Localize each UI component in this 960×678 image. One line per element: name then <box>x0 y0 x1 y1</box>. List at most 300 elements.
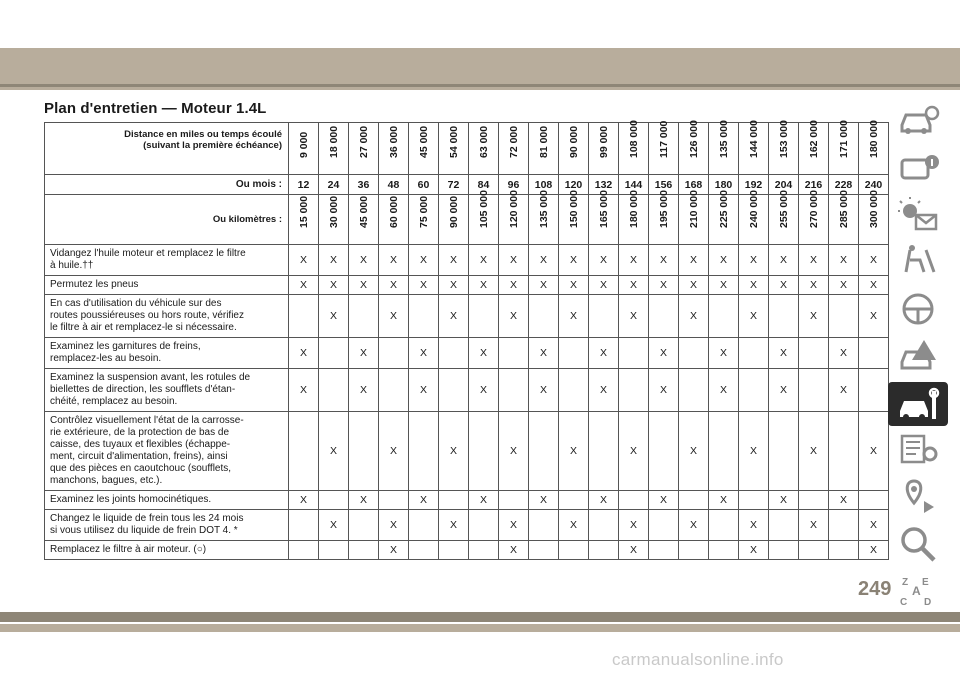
interval-mark: X <box>439 510 469 541</box>
km-value: 180 000 <box>627 190 640 228</box>
interval-mark <box>469 295 499 338</box>
interval-mark: X <box>529 245 559 276</box>
miles-cell <box>799 120 829 175</box>
miles-value: 153 000 <box>777 120 790 158</box>
interval-mark: X <box>799 295 829 338</box>
km-value: 15 000 <box>297 195 310 228</box>
interval-mark: X <box>679 412 709 491</box>
miles-cell <box>589 123 619 175</box>
interval-mark: X <box>439 276 469 295</box>
interval-mark: X <box>619 541 649 560</box>
interval-mark: X <box>559 295 589 338</box>
interval-mark: X <box>769 245 799 276</box>
interval-mark: X <box>739 510 769 541</box>
task-line: caisse, des tuyaux et flexibles (échappe- <box>50 439 231 450</box>
distance-label-line-2: (suivant la première échéance) <box>143 140 282 151</box>
interval-mark <box>739 338 769 369</box>
km-cell <box>709 190 739 245</box>
miles-value: 135 000 <box>717 120 730 158</box>
miles-cell <box>559 123 589 175</box>
interval-mark <box>439 491 469 510</box>
months-value: 204 <box>769 175 799 195</box>
miles-cell <box>289 123 319 175</box>
interval-mark: X <box>589 245 619 276</box>
chapter-tab[interactable] <box>890 335 946 375</box>
km-cell <box>559 190 589 245</box>
months-value: 108 <box>529 175 559 195</box>
interval-mark: X <box>679 245 709 276</box>
interval-mark: X <box>619 276 649 295</box>
months-row <box>45 175 889 195</box>
miles-value: 81 000 <box>537 125 550 158</box>
task-line: si vous utilisez du liquide de frein DOT 4. * <box>50 525 238 536</box>
car-wrench-icon <box>896 385 940 423</box>
km-cell <box>859 190 889 245</box>
miles-cell <box>619 120 649 175</box>
steering-wheel-icon <box>896 289 940 327</box>
interval-mark <box>829 510 859 541</box>
interval-mark: X <box>739 541 769 560</box>
miles-cell <box>739 120 769 175</box>
interval-mark <box>349 541 379 560</box>
interval-mark <box>649 412 679 491</box>
interval-mark: X <box>499 276 529 295</box>
interval-mark <box>499 491 529 510</box>
interval-mark: X <box>619 295 649 338</box>
task-line: Examinez la suspension avant, les rotules de <box>50 372 251 383</box>
interval-mark: X <box>379 541 409 560</box>
km-cell <box>739 190 769 245</box>
interval-mark <box>469 541 499 560</box>
interval-mark: X <box>289 491 319 510</box>
interval-mark: X <box>649 276 679 295</box>
miles-cell <box>769 120 799 175</box>
task-description <box>45 412 289 491</box>
interval-mark: X <box>829 369 859 412</box>
car-info-icon <box>896 101 940 139</box>
interval-mark: X <box>709 276 739 295</box>
interval-mark <box>319 491 349 510</box>
chapter-tab[interactable] <box>890 570 946 610</box>
interval-mark: X <box>859 245 889 276</box>
miles-cell <box>469 123 499 175</box>
interval-mark <box>409 510 439 541</box>
task-description <box>45 295 289 338</box>
top-rule <box>0 84 960 87</box>
interval-mark: X <box>649 369 679 412</box>
miles-cell <box>319 123 349 175</box>
interval-mark: X <box>409 338 439 369</box>
page-number: 249 <box>858 578 892 600</box>
interval-mark: X <box>529 369 559 412</box>
interval-mark <box>289 510 319 541</box>
km-value: 285 000 <box>837 190 850 228</box>
interval-mark: X <box>379 510 409 541</box>
interval-mark: X <box>769 491 799 510</box>
interval-mark <box>349 295 379 338</box>
interval-mark: X <box>439 245 469 276</box>
km-value: 165 000 <box>597 190 610 228</box>
interval-mark <box>769 541 799 560</box>
interval-mark <box>739 491 769 510</box>
months-value: 120 <box>559 175 589 195</box>
interval-mark: X <box>739 245 769 276</box>
miles-value: 90 000 <box>567 125 580 158</box>
interval-mark: X <box>379 245 409 276</box>
km-cell <box>439 195 469 245</box>
months-value: 48 <box>379 175 409 195</box>
km-value: 75 000 <box>417 195 430 228</box>
interval-mark <box>619 491 649 510</box>
months-value: 36 <box>349 175 379 195</box>
interval-mark <box>529 541 559 560</box>
interval-mark: X <box>499 245 529 276</box>
miles-value: 126 000 <box>687 120 700 158</box>
interval-mark: X <box>799 276 829 295</box>
miles-value: 162 000 <box>807 120 820 158</box>
svg-text:C: C <box>900 597 908 608</box>
interval-mark <box>649 295 679 338</box>
map-media-icon <box>896 477 940 515</box>
interval-mark <box>799 491 829 510</box>
interval-mark <box>559 491 589 510</box>
chapter-tab[interactable] <box>890 476 946 516</box>
distance-label <box>45 123 289 175</box>
interval-mark <box>799 369 829 412</box>
interval-mark <box>589 510 619 541</box>
interval-mark <box>769 412 799 491</box>
interval-mark: X <box>349 338 379 369</box>
task-row <box>45 510 889 541</box>
watermark: carmanualsonline.info <box>612 650 784 669</box>
months-value: 144 <box>619 175 649 195</box>
interval-mark: X <box>769 276 799 295</box>
interval-mark <box>859 369 889 412</box>
interval-mark <box>349 412 379 491</box>
task-line: Permutez les pneus <box>50 279 139 290</box>
interval-mark: X <box>439 295 469 338</box>
interval-mark: X <box>319 276 349 295</box>
miles-cell <box>529 123 559 175</box>
interval-mark: X <box>379 295 409 338</box>
miles-cell <box>859 120 889 175</box>
interval-mark: X <box>289 338 319 369</box>
miles-value: 54 000 <box>447 125 460 158</box>
interval-mark: X <box>349 276 379 295</box>
interval-mark: X <box>859 510 889 541</box>
interval-mark <box>469 510 499 541</box>
interval-mark <box>829 295 859 338</box>
chapter-tab[interactable] <box>890 523 946 563</box>
interval-mark: X <box>469 276 499 295</box>
interval-mark: X <box>409 245 439 276</box>
km-cell <box>379 195 409 245</box>
svg-text:D: D <box>924 597 932 608</box>
interval-mark: X <box>469 245 499 276</box>
task-description <box>45 245 289 276</box>
interval-mark <box>409 412 439 491</box>
interval-mark: X <box>289 369 319 412</box>
interval-mark: X <box>499 412 529 491</box>
task-line: Contrôlez visuellement l'état de la carrosse- <box>50 415 244 426</box>
svg-text:Z: Z <box>902 577 909 588</box>
interval-mark: X <box>739 276 769 295</box>
settings-list-icon <box>896 430 940 468</box>
interval-mark <box>319 338 349 369</box>
interval-mark: X <box>289 276 319 295</box>
months-value: 168 <box>679 175 709 195</box>
chapter-tab[interactable] <box>890 100 946 140</box>
km-cell <box>469 190 499 245</box>
miles-value: 27 000 <box>357 125 370 158</box>
task-line: Changez le liquide de frein tous les 24 mois <box>50 513 244 524</box>
interval-mark <box>709 412 739 491</box>
interval-mark: X <box>709 245 739 276</box>
miles-value: 171 000 <box>837 120 850 158</box>
interval-mark: X <box>739 412 769 491</box>
miles-row <box>45 123 889 175</box>
interval-mark <box>619 338 649 369</box>
interval-mark <box>499 369 529 412</box>
interval-mark: X <box>649 491 679 510</box>
interval-mark: X <box>559 510 589 541</box>
interval-mark: X <box>289 245 319 276</box>
interval-mark: X <box>709 491 739 510</box>
interval-mark <box>679 491 709 510</box>
interval-mark <box>559 541 589 560</box>
km-cell <box>769 190 799 245</box>
interval-mark: X <box>829 245 859 276</box>
interval-mark <box>319 541 349 560</box>
interval-mark: X <box>799 510 829 541</box>
task-line: manchons, bagues, etc.). <box>50 475 163 486</box>
km-value: 300 000 <box>867 190 880 228</box>
chapter-tab[interactable] <box>890 241 946 281</box>
km-cell <box>289 195 319 245</box>
interval-mark <box>499 338 529 369</box>
task-line: rie extérieure, de la protection de bas de <box>50 427 229 438</box>
interval-mark <box>289 541 319 560</box>
bottom-band <box>0 612 960 622</box>
interval-mark <box>469 412 499 491</box>
interval-mark <box>319 369 349 412</box>
km-cell <box>349 195 379 245</box>
interval-mark: X <box>739 295 769 338</box>
task-line: que des pièces en caoutchouc (soufflets, <box>50 463 232 474</box>
miles-cell <box>679 120 709 175</box>
chapter-tab[interactable] <box>890 429 946 469</box>
chapter-tab[interactable] <box>890 194 946 234</box>
km-row <box>45 195 889 245</box>
chapter-tab[interactable] <box>890 147 946 187</box>
miles-cell <box>499 123 529 175</box>
task-row <box>45 245 889 276</box>
interval-mark <box>769 295 799 338</box>
km-cell <box>649 190 679 245</box>
interval-mark: X <box>649 338 679 369</box>
interval-mark <box>739 369 769 412</box>
interval-mark: X <box>829 276 859 295</box>
interval-mark: X <box>499 295 529 338</box>
interval-mark: X <box>319 245 349 276</box>
miles-cell <box>409 123 439 175</box>
km-value: 255 000 <box>777 190 790 228</box>
warning-info-icon <box>896 148 940 186</box>
task-line: Remplacez le filtre à air moteur. (○) <box>50 544 207 555</box>
interval-mark <box>529 295 559 338</box>
months-label: Ou mois : <box>45 175 289 195</box>
months-value: 12 <box>289 175 319 195</box>
seat-airbag-icon <box>896 242 940 280</box>
interval-mark: X <box>619 412 649 491</box>
interval-mark: X <box>559 276 589 295</box>
interval-mark: X <box>529 338 559 369</box>
miles-cell <box>349 123 379 175</box>
task-line: Vidangez l'huile moteur et remplacez le filtre <box>50 248 246 259</box>
interval-mark <box>529 412 559 491</box>
km-value: 240 000 <box>747 190 760 228</box>
interval-mark: X <box>349 245 379 276</box>
interval-mark: X <box>319 295 349 338</box>
task-line: remplacez-les au besoin. <box>50 353 162 364</box>
task-line: le filtre à air et remplacez-le si nécessaire. <box>50 322 237 333</box>
interval-mark <box>559 338 589 369</box>
km-cell <box>589 190 619 245</box>
km-cell <box>409 195 439 245</box>
km-value: 135 000 <box>537 190 550 228</box>
miles-value: 108 000 <box>627 120 640 158</box>
magnifier-icon <box>896 524 940 562</box>
miles-value: 99 000 <box>597 125 610 158</box>
task-row <box>45 541 889 560</box>
miles-value: 9 000 <box>297 131 310 158</box>
task-line: biellettes de direction, les soufflets d'étan- <box>50 384 236 395</box>
task-description <box>45 369 289 412</box>
interval-mark <box>709 541 739 560</box>
interval-mark <box>409 541 439 560</box>
interval-mark: X <box>499 510 529 541</box>
km-value: 45 000 <box>357 195 370 228</box>
interval-mark: X <box>709 369 739 412</box>
interval-mark <box>379 338 409 369</box>
km-value: 270 000 <box>807 190 820 228</box>
miles-cell <box>709 120 739 175</box>
task-row <box>45 412 889 491</box>
lights-message-icon <box>896 195 940 233</box>
task-row <box>45 276 889 295</box>
interval-mark <box>409 295 439 338</box>
maintenance-table <box>44 122 889 560</box>
car-hazard-icon <box>896 336 940 374</box>
miles-value: 144 000 <box>747 120 760 158</box>
task-description <box>45 491 289 510</box>
bottom-rule <box>0 624 960 632</box>
interval-mark: X <box>469 369 499 412</box>
interval-mark: X <box>409 491 439 510</box>
interval-mark: X <box>529 491 559 510</box>
interval-mark <box>709 510 739 541</box>
alphabet-index-icon <box>896 571 940 609</box>
task-description <box>45 276 289 295</box>
interval-mark: X <box>409 369 439 412</box>
months-value: 24 <box>319 175 349 195</box>
km-cell <box>499 190 529 245</box>
km-value: 60 000 <box>387 195 400 228</box>
task-line: à huile.†† <box>50 260 94 271</box>
interval-mark: X <box>769 369 799 412</box>
interval-mark <box>439 338 469 369</box>
interval-mark <box>349 510 379 541</box>
task-row <box>45 295 889 338</box>
miles-cell <box>379 123 409 175</box>
miles-cell <box>439 123 469 175</box>
miles-value: 36 000 <box>387 125 400 158</box>
interval-mark <box>379 369 409 412</box>
task-line: ment, circuit d'alimentation, freins), ainsi <box>50 451 228 462</box>
task-line: Examinez les joints homocinétiques. <box>50 494 212 505</box>
task-line: chéité, remplacez au besoin. <box>50 396 178 407</box>
chapter-tab[interactable] <box>890 288 946 328</box>
interval-mark <box>439 369 469 412</box>
km-value: 225 000 <box>717 190 730 228</box>
task-row <box>45 491 889 510</box>
interval-mark <box>379 491 409 510</box>
months-value: 240 <box>859 175 889 195</box>
interval-mark: X <box>349 491 379 510</box>
km-label: Ou kilomètres : <box>45 195 289 245</box>
interval-mark: X <box>829 338 859 369</box>
task-line: En cas d'utilisation du véhicule sur des <box>50 298 222 309</box>
interval-mark: X <box>829 491 859 510</box>
interval-mark <box>289 295 319 338</box>
interval-mark: X <box>319 510 349 541</box>
km-cell <box>799 190 829 245</box>
interval-mark <box>709 295 739 338</box>
interval-mark: X <box>679 510 709 541</box>
interval-mark: X <box>589 369 619 412</box>
miles-value: 18 000 <box>327 125 340 158</box>
interval-mark <box>559 369 589 412</box>
km-cell <box>529 190 559 245</box>
months-value: 96 <box>499 175 529 195</box>
interval-mark <box>799 541 829 560</box>
task-row <box>45 338 889 369</box>
interval-mark <box>649 510 679 541</box>
interval-mark: X <box>679 295 709 338</box>
interval-mark: X <box>319 412 349 491</box>
km-value: 150 000 <box>567 190 580 228</box>
months-value: 228 <box>829 175 859 195</box>
interval-mark <box>829 412 859 491</box>
months-value: 180 <box>709 175 739 195</box>
interval-mark <box>439 541 469 560</box>
task-line: routes poussiéreuses ou hors route, vérifiez <box>50 310 244 321</box>
interval-mark: X <box>859 295 889 338</box>
km-cell <box>679 190 709 245</box>
km-value: 120 000 <box>507 190 520 228</box>
km-value: 30 000 <box>327 195 340 228</box>
task-description <box>45 541 289 560</box>
chapter-tab[interactable] <box>888 382 948 426</box>
interval-mark: X <box>529 276 559 295</box>
interval-mark: X <box>559 245 589 276</box>
interval-mark: X <box>589 491 619 510</box>
months-value: 84 <box>469 175 499 195</box>
interval-mark <box>289 412 319 491</box>
interval-mark <box>649 541 679 560</box>
task-description <box>45 510 289 541</box>
miles-value: 180 000 <box>867 120 880 158</box>
